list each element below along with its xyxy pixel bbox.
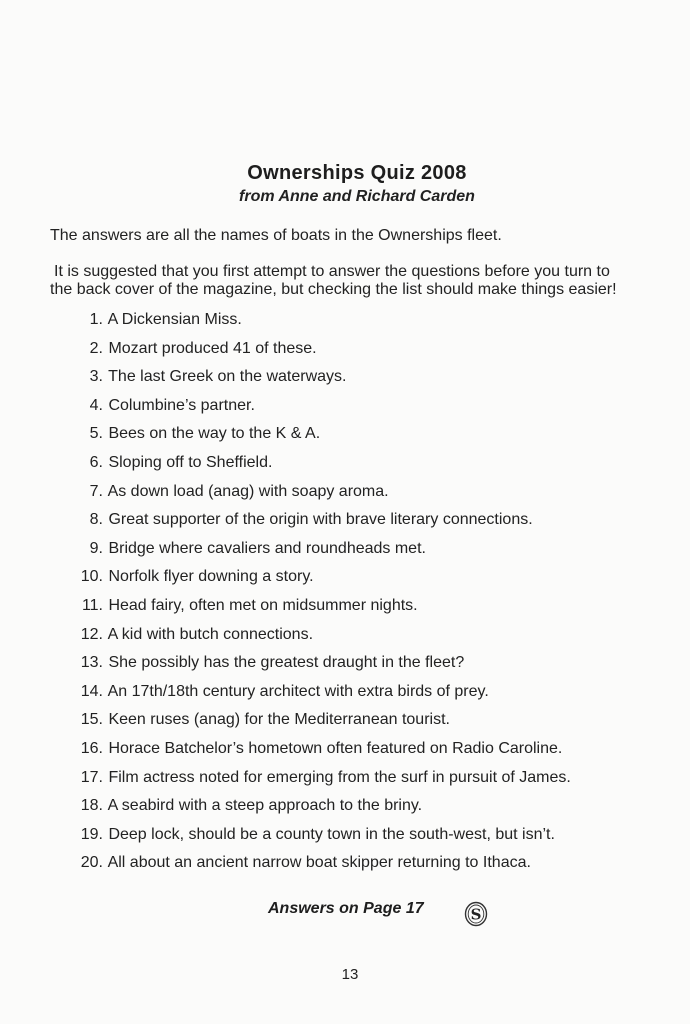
question-number: 8. [89, 511, 103, 529]
page-title: Ownerships Quiz 2008 [247, 162, 467, 184]
list-item [70, 566, 571, 595]
question-number: 4. [89, 396, 103, 414]
question-number: 1. [89, 311, 103, 328]
list-item [70, 366, 571, 395]
question-text: An 17th/18th century architect with extra birds of prey. [107, 682, 489, 700]
question-text: Norfolk flyer downing a story. [108, 568, 314, 586]
list-item [70, 767, 571, 796]
question-text: Bridge where cavaliers and roundheads met. [108, 539, 426, 557]
question-number: 9. [89, 539, 103, 557]
question-number: 3. [89, 368, 103, 386]
question-text: Mozart produced 41 of these. [108, 339, 317, 357]
question-number: 10. [80, 568, 103, 586]
list-item [70, 338, 571, 367]
logo-letter: S [470, 905, 482, 924]
question-text: Sloping off to Sheffield. [108, 453, 273, 471]
question-number: 14. [80, 682, 103, 700]
question-text: A Dickensian Miss. [107, 311, 242, 328]
list-item [70, 652, 571, 681]
list-item [70, 538, 571, 567]
list-item [70, 481, 571, 510]
page-subtitle: from Anne and Richard Carden [239, 188, 475, 205]
answers-note: Answers on Page 17 [268, 900, 424, 917]
question-number: 17. [80, 768, 103, 786]
list-item [70, 309, 571, 338]
question-number: 5. [89, 425, 103, 443]
list-item [70, 852, 571, 881]
question-number: 12. [80, 625, 103, 643]
question-number: 19. [80, 825, 103, 843]
question-number: 13. [80, 654, 103, 672]
question-text: As down load (anag) with soapy aroma. [107, 482, 389, 500]
list-item [70, 423, 571, 452]
list-item [70, 824, 571, 853]
question-number: 2. [89, 339, 103, 357]
question-text: Columbine’s partner. [108, 396, 255, 414]
question-text: Horace Batchelor’s hometown often featured on Radio Caroline. [108, 739, 563, 757]
question-text: Head fairy, often met on midsummer nights. [108, 596, 418, 614]
ownerships-logo-icon [464, 901, 488, 927]
list-item [70, 738, 571, 767]
instructions-paragraph [50, 263, 670, 299]
list-item [70, 709, 571, 738]
list-item [70, 395, 571, 424]
question-number: 16. [80, 739, 103, 757]
list-item [70, 595, 571, 624]
list-item [70, 681, 571, 710]
list-item [70, 509, 571, 538]
question-text: A seabird with a steep approach to the briny. [107, 797, 423, 815]
instructions-line-1: It is suggested that you first attempt to answer the questions before you turn to [54, 263, 610, 280]
intro-text: The answers are all the names of boats in the Ownerships fleet. [50, 227, 502, 244]
question-text: Film actress noted for emerging from the surf in pursuit of James. [108, 768, 571, 786]
question-number: 18. [80, 797, 103, 815]
question-text: The last Greek on the waterways. [108, 368, 347, 386]
question-text: Great supporter of the origin with brave literary connections. [108, 511, 533, 529]
question-text: Bees on the way to the K & A. [108, 425, 321, 443]
question-list [70, 309, 571, 881]
question-number: 11. [81, 596, 103, 614]
question-text: A kid with butch connections. [107, 625, 314, 643]
question-number: 20. [80, 854, 103, 872]
list-item [70, 795, 571, 824]
question-number: 7. [89, 482, 103, 500]
page-number: 13 [341, 966, 359, 983]
question-text: All about an ancient narrow boat skipper returning to Ithaca. [107, 854, 531, 872]
question-text: Keen ruses (anag) for the Mediterranean tourist. [108, 711, 450, 729]
question-number: 15. [80, 711, 103, 729]
instructions-line-2: the back cover of the magazine, but checking the list should make things easier! [50, 281, 617, 298]
question-text: Deep lock, should be a county town in the south-west, but isn’t. [108, 825, 555, 843]
list-item [70, 452, 571, 481]
question-number: 6. [89, 453, 103, 471]
list-item [70, 624, 571, 653]
question-text: She possibly has the greatest draught in the fleet? [108, 654, 465, 672]
